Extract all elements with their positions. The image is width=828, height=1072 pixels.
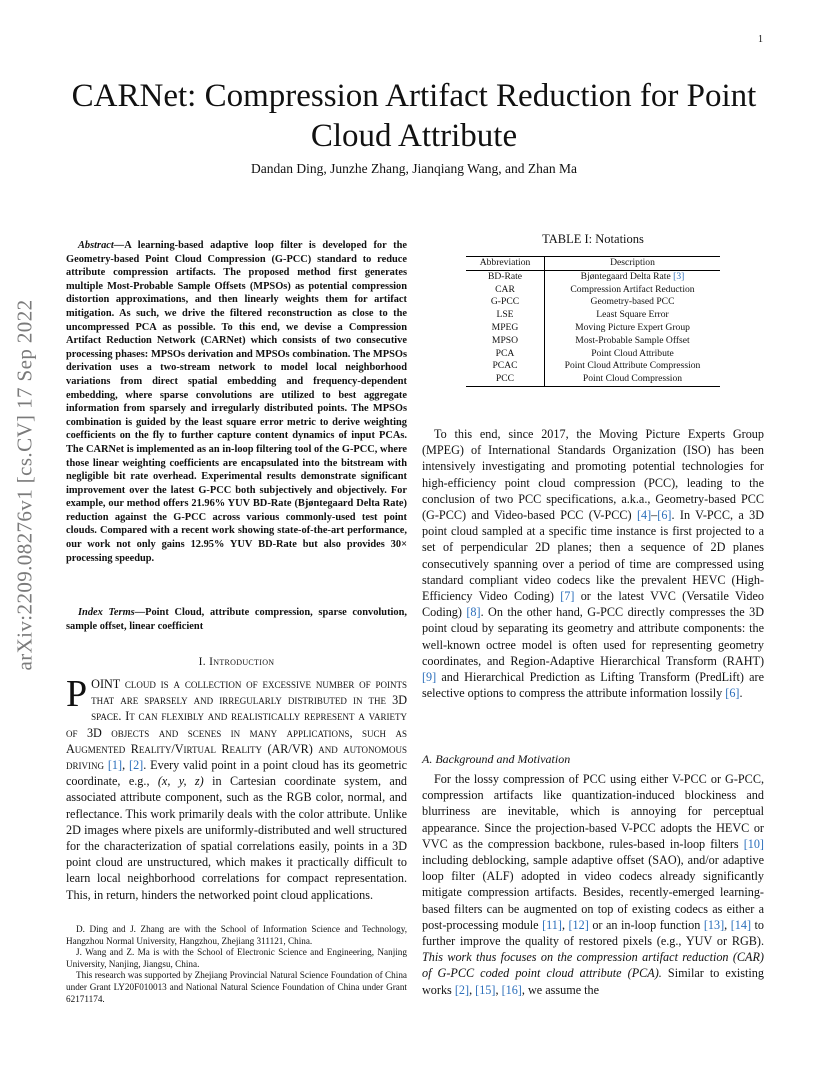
description-cell: [545, 296, 721, 309]
arxiv-id: arXiv:2209.08276v1 [cs.CV] 17 Sep 2022: [12, 299, 37, 671]
citation-link[interactable]: [4]: [636, 508, 652, 523]
table-row: [466, 335, 720, 348]
intro-lead: OINT cloud is a collection of excessive number of points that are sparsely and irregularly distributed in the 3D space. It can flexibly and realistically represent a variety of 3D objects and scenes in many applications, such as Augmented Reality/Virtual Reality (AR/VR) and autonomous driving: [66, 677, 407, 773]
body-paragraph: For the lossy compression of PCC using either V-PCC or G-PCC, compression artifacts like quantization-induced blockiness and blurriness are inevitable, which is annoying for perceptual appearance. Since the projection-based V-PCC adopts the HEVC or VVC as the compression backbone, rules-based in-loop filters [10] including deblocking, sample adaptive offset (SAO), and/or adaptive loop filter (ALF) adopted in video codecs already significantly mitigate compression artifacts. Besides, recently-emerged learning-based filters can be augmented on top of existing codecs as either a post-processing module [11], [12] or an in-loop function [13], [14] to further improve the quality of restored pixels (e.g., YUV or RGB). This work thus focuses on the compression artifact reduction (CAR) of G-PCC coded point cloud attribute (PCA). Similar to existing works [2], [15], [16], we assume the: [422, 772, 765, 997]
table-row: [466, 360, 720, 373]
abbreviation-cell: CAR: [466, 284, 545, 297]
citation-link[interactable]: [1]: [107, 758, 123, 773]
description-cell: [545, 322, 721, 335]
footnote-affiliation-1: D. Ding and J. Zhang are with the School of Information Science and Technology, Hangzhou Normal University, Hangzhou, Zhejiang 311121, China.: [66, 924, 407, 946]
footnote-affiliation-2: J. Wang and Z. Ma is with the School of Electronic Science and Engineering, Nanjing University, Nanjing, Jiangsu, China.: [66, 947, 407, 969]
section-number: I.: [198, 656, 210, 668]
drop-cap: P: [66, 673, 88, 715]
index-terms-label: Index Terms—: [78, 607, 146, 618]
description-text: Point Cloud Attribute Compression: [564, 360, 701, 372]
subsection-heading: A. Background and Motivation: [422, 752, 571, 766]
table-row: [466, 348, 720, 361]
abbreviation-cell: PCA: [466, 348, 545, 361]
citation-link[interactable]: [15]: [475, 982, 496, 997]
abbreviation-cell: MPEG: [466, 322, 545, 335]
description-text: Point Cloud Compression: [582, 373, 683, 385]
description-cell: [545, 348, 721, 361]
description-cell: [545, 284, 721, 297]
description-cell: [545, 373, 721, 386]
abstract-label: Abstract—: [78, 240, 125, 251]
description-text: Least Square Error: [596, 309, 669, 321]
citation-link[interactable]: [14]: [730, 917, 752, 932]
table-row: [466, 270, 720, 283]
description-cell: [545, 335, 721, 348]
index-terms: [66, 606, 407, 633]
author-list: Dandan Ding, Junzhe Zhang, Jianqiang Wang, and Zhan Ma: [251, 161, 577, 176]
citation-link[interactable]: [3]: [673, 270, 685, 282]
citation-link[interactable]: [2]: [454, 982, 470, 997]
abstract: [66, 239, 407, 565]
table-row: [466, 373, 720, 386]
paper-title: CARNet: Compression Artifact Reduction for Point Cloud Attribute: [71, 78, 757, 154]
citation-link[interactable]: [11]: [542, 917, 562, 932]
description-cell: [545, 309, 721, 322]
citation-link[interactable]: [12]: [568, 917, 589, 932]
description-text: Bjøntegaard Delta Rate: [580, 270, 674, 282]
citation-link[interactable]: [2]: [129, 758, 144, 773]
table-header-cell: Description: [610, 257, 655, 268]
abbreviation-cell: PCC: [466, 373, 545, 386]
description-text: Geometry-based PCC: [590, 296, 675, 308]
table-header-row: [466, 257, 720, 271]
citation-link[interactable]: [10]: [743, 836, 764, 851]
table-row: [466, 322, 720, 335]
abbreviation-cell: G-PCC: [466, 296, 545, 309]
description-text: Most-Probable Sample Offset: [575, 334, 690, 346]
description-text: Compression Artifact Reduction: [570, 283, 695, 295]
abstract-text: A learning-based adaptive loop filter is developed for the Geometry-based Point Cloud Compression (G-PCC) standard to reduce attribute compression artifacts. The proposed method first generates multiple Most-Probable Sample Offsets (MPSOs) as potential compression distortion approximations, and then linearly weights them for artifact mitigation. As such, we drive the filtered reconstruction as close to the uncompressed PCA as possible. To this end, we devise a Compression Artifact Reduction Network (CARNet) which consists of two consecutive processing phases: MPSOs derivation and MPSOs combination. The MPSOs derivation uses a two-stream network to model local neighborhood variations from direct spatial embedding and frequency-dependent embedding, where sparse convolutions are utilized to best aggregate information from sparsely and irregularly distributed points. The MPSOs combination is guided by the least square error metric to derive weighting coefficients on the fly to further capture content dynamics of input PCAs. The CARNet is implemented as an in-loop filtering tool of the G-PCC, where those linear weighting coefficients are encapsulated into the bitstream with negligible bit rate overhead. Experimental results demonstrate significant improvement over the latest G-PCC both subjectively and objectively. For example, our method offers 21.96% YUV BD-Rate (Bjøntegaard Delta Rate) reduction against the G-PCC across various commonly-used test point clouds. Compared with a recent work showing state-of-the-art performance, our work not only gains 12.95% YUV BD-Rate but also provides 30× processing speedup.: [66, 240, 407, 564]
abbreviation-cell: PCAC: [466, 360, 545, 373]
section-title: Introduction: [209, 656, 275, 668]
notations-table: [466, 256, 720, 387]
footnote-funding: This research was supported by Zhejiang Provincial Natural Science Foundation of China under Grant LY20F010013 and National Natural Science Foundation of China under Grant 62171174.: [66, 970, 407, 1004]
section-heading: [66, 656, 407, 668]
description-text: Moving Picture Expert Group: [575, 321, 690, 333]
body-paragraph: To this end, since 2017, the Moving Picture Experts Group (MPEG) of International Standards Organization (ISO) has been intensively investigating and promoting potential technologies for high-efficiency point cloud compression (PCC), leading to the conclusion of two PCC specifications, a.k.a., Geometry-based PCC (G-PCC) and Video-based PCC (V-PCC) [4]–[6]. In V-PCC, a 3D point cloud sampled at a specific time instance is first projected to a set of perpendicular 2D planes; then a sequence of 2D planes consecutively spanning over a period of time are compressed using standard compliant video codecs like the prevalent HEVC (High-Efficiency Video Coding) [7] or the latest VVC (Versatile Video Coding) [8]. On the other hand, G-PCC directly compresses the 3D point cloud by separating its geometry and attribute components: the well-known octree model is often used for representing geometry coordinates, and Region-Adaptive Hierarchical Transform (RAHT) [9] and Hierarchical Prediction as Lifting Transform (PredLift) are selective options to compress the attribute information lossily [6].: [422, 427, 765, 701]
citation-link[interactable]: [6]: [725, 686, 740, 701]
abbreviation-cell: BD-Rate: [466, 270, 545, 283]
table-row: [466, 309, 720, 322]
abbreviation-cell: LSE: [466, 309, 545, 322]
page-number: 1: [758, 34, 763, 45]
citation-link[interactable]: [8]: [466, 605, 481, 620]
arxiv-stamp: [14, 285, 36, 685]
table-row: [466, 284, 720, 297]
citation-link[interactable]: [13]: [703, 917, 725, 932]
description-cell: [545, 360, 721, 373]
intro-paragraph: POINT cloud is a collection of excessive number of points that are sparsely and irregularly distributed in the 3D space. It can flexibly and realistically represent a variety of 3D objects and scenes in many applications, such as Augmented Reality/Virtual Reality (AR/VR) and autonomous driving [1], [2]. Every valid point in a point cloud has its geometric coordinate, e.g., (x, y, z) in Cartesian coordinate system, and associated attribute component, such as the RGB color, normal, and reflectance. This work primarily deals with the color attribute. Unlike 2D images where pixels are uniformly-distributed and well structured for the characterization of spatial correlations easily, points in a 3D point cloud are unstructured, which makes it practically difficult to learn local neighborhood correlations for compact representation. This, in return, hinders the networked point cloud applications.: [66, 673, 408, 902]
table-header-cell: Abbreviation: [466, 257, 545, 271]
coordinate-math: (x, y, z): [157, 774, 204, 789]
citation-link[interactable]: [16]: [501, 982, 522, 997]
abbreviation-cell: MPSO: [466, 335, 545, 348]
table-row: [466, 296, 720, 309]
description-text: Point Cloud Attribute: [591, 347, 674, 359]
description-cell: [545, 270, 721, 283]
table-caption: TABLE I: Notations: [542, 232, 644, 246]
citation-link[interactable]: [7]: [560, 589, 575, 604]
footnotes: [66, 924, 407, 1005]
citation-link[interactable]: [9]: [422, 670, 437, 685]
citation-link[interactable]: [6]: [657, 508, 672, 523]
index-terms-text: Point Cloud, attribute compression, sparse convolution, sample offset, linear coefficient: [66, 607, 407, 632]
emphasis-text: This work thus focuses on the compression artifact reduction (CAR) of G-PCC coded point cloud attribute (PCA).: [422, 950, 764, 981]
